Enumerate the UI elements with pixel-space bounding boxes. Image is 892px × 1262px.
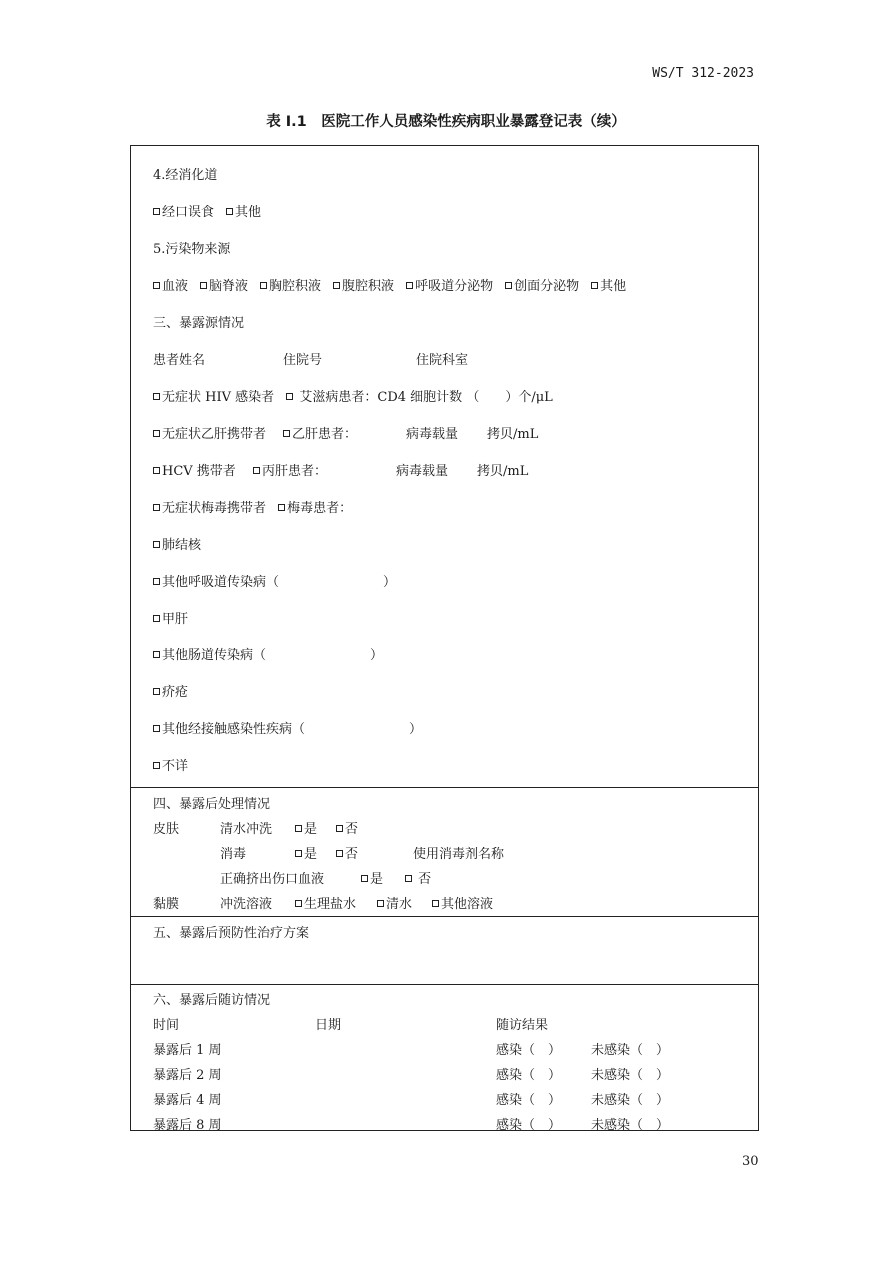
checkbox-icon [153, 762, 160, 769]
checkbox-icon [253, 467, 260, 474]
skin-rinse-row [153, 818, 733, 836]
table-row [153, 1089, 733, 1107]
mucosa-label: 黏膜 [153, 897, 180, 912]
checkbox-icon [361, 875, 368, 882]
checkbox-icon [286, 393, 293, 400]
option-aids-patient[interactable]: 艾滋病患者：CD4 细胞计数 （ ）个/μL [286, 390, 553, 405]
not-infected-field[interactable]: 未感染（ ） [591, 1093, 670, 1108]
squeeze-row [153, 868, 733, 886]
syphilis-row [153, 497, 352, 516]
option-rinse-yes[interactable]: 是 [295, 818, 317, 837]
not-infected-field[interactable]: 未感染（ ） [591, 1043, 670, 1058]
option-hiv-carrier[interactable]: 无症状 HIV 感染者 [153, 390, 274, 405]
disinfectant-name-label: 使用消毒剂名称 [413, 847, 505, 862]
checkbox-icon [333, 282, 340, 289]
hbv-row [153, 423, 733, 441]
option-disinfect-no[interactable]: 否 [336, 843, 358, 862]
option-pleural-fluid[interactable]: 胸腔积液 [260, 279, 321, 294]
checkbox-icon [336, 850, 343, 857]
checkbox-icon [153, 208, 160, 215]
followup-section [131, 984, 758, 1133]
table-title: 表 I.1 医院工作人员感染性疾病职业暴露登记表（续） [266, 114, 626, 130]
infected-field[interactable]: 感染（ ） [496, 1043, 562, 1058]
followup-time: 暴露后 1 周 [153, 1043, 222, 1058]
dept-label: 住院科室 [416, 353, 469, 368]
checkbox-icon [295, 900, 302, 907]
checkbox-icon [377, 900, 384, 907]
option-respiratory-secretion[interactable]: 呼吸道分泌物 [406, 279, 493, 294]
col-time: 时间 [153, 1018, 180, 1033]
copies-unit: 拷贝/mL [487, 427, 539, 442]
option-scabies[interactable]: 疥疮 [153, 681, 188, 700]
checkbox-icon [153, 725, 160, 732]
checkbox-icon [153, 282, 160, 289]
table-row [153, 1064, 733, 1082]
not-infected-field[interactable]: 未感染（ ） [591, 1118, 670, 1133]
option-water[interactable]: 清水 [377, 893, 412, 912]
checkbox-icon [153, 504, 160, 511]
checkbox-icon [153, 467, 160, 474]
checkbox-icon [153, 541, 160, 548]
option-tb[interactable]: 肺结核 [153, 534, 201, 553]
hcv-row [153, 460, 733, 478]
checkbox-icon [260, 282, 267, 289]
checkbox-icon [226, 208, 233, 215]
wash-solution-label: 冲洗溶液 [220, 897, 273, 912]
option-rinse-no[interactable]: 否 [336, 818, 358, 837]
viral-load-label: 病毒载量 [406, 427, 459, 442]
option-squeeze-no[interactable]: 否 [405, 868, 431, 887]
option-other-respiratory[interactable]: 其他呼吸道传染病（ ） [153, 571, 396, 590]
exposure-section [131, 146, 758, 787]
checkbox-icon [278, 504, 285, 511]
exposure-source-heading: 三、暴露源情况 [153, 316, 245, 331]
option-disinfect-yes[interactable]: 是 [295, 843, 317, 862]
infected-field[interactable]: 感染（ ） [496, 1118, 562, 1133]
option-hepatitis-a[interactable]: 甲肝 [153, 608, 188, 627]
option-unknown[interactable]: 不详 [153, 755, 188, 774]
oral-options [153, 201, 273, 220]
followup-time: 暴露后 4 周 [153, 1093, 222, 1108]
source-heading: 5.污染物来源 [153, 242, 231, 257]
option-saline[interactable]: 生理盐水 [295, 893, 356, 912]
checkbox-icon [200, 282, 207, 289]
not-infected-field[interactable]: 未感染（ ） [591, 1068, 670, 1083]
option-other-solution[interactable]: 其他溶液 [432, 893, 493, 912]
oral-route-heading: 4.经消化道 [153, 168, 218, 183]
checkbox-icon [153, 393, 160, 400]
checkbox-icon [405, 875, 412, 882]
checkbox-icon [153, 578, 160, 585]
option-hbv-carrier[interactable]: 无症状乙肝携带者 [153, 423, 266, 442]
infected-field[interactable]: 感染（ ） [496, 1068, 562, 1083]
option-wound-secretion[interactable]: 创面分泌物 [505, 279, 579, 294]
skin-label: 皮肤 [153, 822, 180, 837]
checkbox-icon [283, 430, 290, 437]
option-syphilis-patient[interactable]: 梅毒患者： [278, 501, 352, 516]
checkbox-icon [406, 282, 413, 289]
patient-name-label: 患者姓名 [153, 353, 206, 368]
followup-time: 暴露后 8 周 [153, 1118, 222, 1133]
followup-heading: 六、暴露后随访情况 [153, 993, 271, 1008]
page-number: 30 [742, 1154, 759, 1169]
checkbox-icon [295, 825, 302, 832]
rinse-label: 清水冲洗 [220, 822, 273, 837]
checkbox-icon [336, 825, 343, 832]
disinfect-label: 消毒 [220, 847, 247, 862]
checkbox-icon [591, 282, 598, 289]
checkbox-icon [153, 430, 160, 437]
treatment-section [131, 787, 758, 916]
followup-header-row [153, 1014, 733, 1032]
option-hcv-carrier[interactable]: HCV 携带者 [153, 460, 236, 479]
option-csf[interactable]: 脑脊液 [200, 279, 248, 294]
option-squeeze-yes[interactable]: 是 [361, 868, 383, 887]
checkbox-icon [153, 651, 160, 658]
patient-info-row [153, 349, 733, 367]
squeeze-label: 正确挤出伤口血液 [220, 872, 325, 887]
option-hbv-patient[interactable]: 乙肝患者： [283, 423, 357, 442]
option-oral-other[interactable]: 其他 [226, 205, 261, 220]
option-source-other[interactable]: 其他 [591, 279, 626, 294]
option-other-intestinal[interactable]: 其他肠道传染病（ ） [153, 644, 383, 663]
col-result: 随访结果 [496, 1018, 549, 1033]
checkbox-icon [505, 282, 512, 289]
followup-time: 暴露后 2 周 [153, 1068, 222, 1083]
treatment-heading: 四、暴露后处理情况 [153, 797, 271, 812]
table-row [153, 1039, 733, 1057]
prophylaxis-heading: 五、暴露后预防性治疗方案 [153, 926, 310, 941]
hospital-no-label: 住院号 [283, 353, 323, 368]
hiv-row [153, 386, 553, 405]
option-syphilis-carrier[interactable]: 无症状梅毒携带者 [153, 501, 266, 516]
checkbox-icon [153, 615, 160, 622]
checkbox-icon [295, 850, 302, 857]
standard-code: WS/T 312-2023 [652, 66, 754, 81]
infected-field[interactable]: 感染（ ） [496, 1093, 562, 1108]
option-oral-ingestion[interactable]: 经口误食 [153, 205, 214, 220]
prophylaxis-section [131, 916, 758, 984]
disinfect-row [153, 843, 733, 861]
option-blood[interactable]: 血液 [153, 279, 188, 294]
checkbox-icon [432, 900, 439, 907]
option-ascites[interactable]: 腹腔积液 [333, 279, 394, 294]
checkbox-icon [153, 688, 160, 695]
table-row [153, 1114, 733, 1132]
viral-load-label: 病毒载量 [396, 464, 449, 479]
option-hcv-patient[interactable]: 丙肝患者： [253, 460, 327, 479]
mucosa-row [153, 893, 733, 911]
option-other-contact[interactable]: 其他经接触感染性疾病（ ） [153, 718, 422, 737]
copies-unit: 拷贝/mL [477, 464, 529, 479]
source-options [153, 275, 638, 294]
registration-form [130, 145, 759, 1131]
col-date: 日期 [315, 1018, 342, 1033]
